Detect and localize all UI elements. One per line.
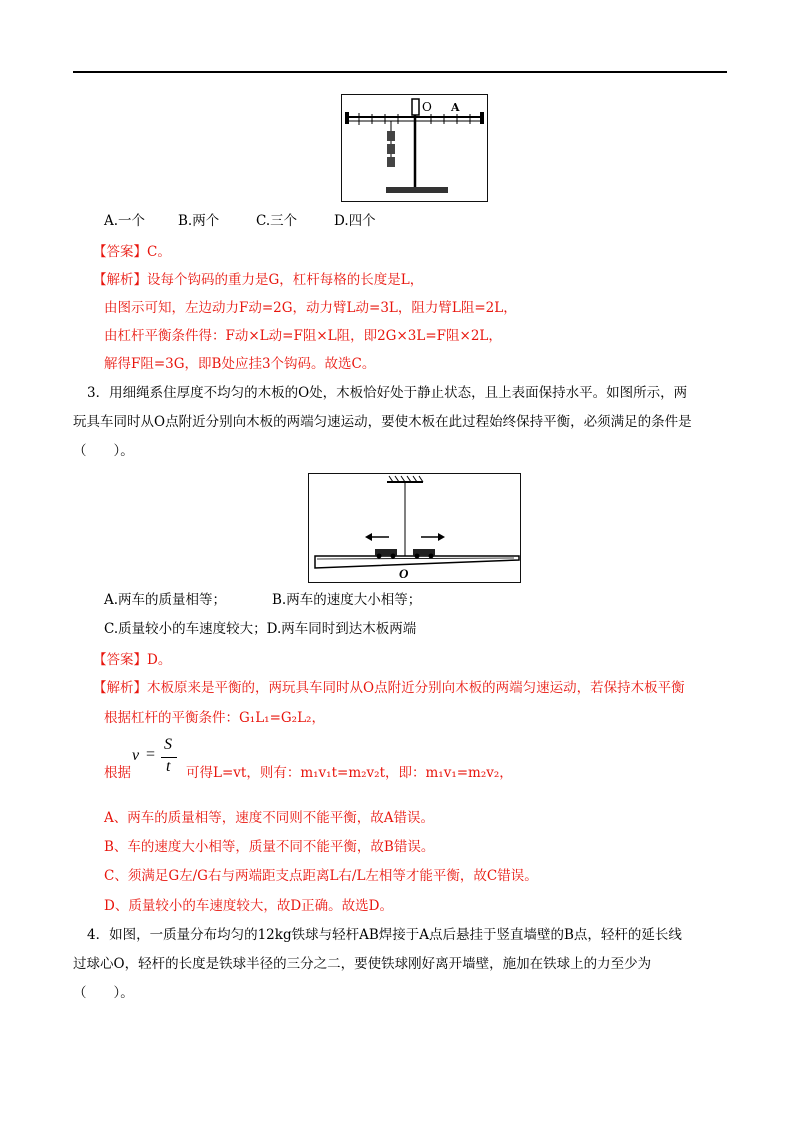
lever-diagram — [342, 95, 487, 201]
q2-options — [104, 211, 376, 231]
lever-figure — [341, 94, 488, 202]
board-figure — [308, 473, 521, 583]
option-c: C.三个 — [256, 213, 298, 229]
q3-conclusion-a: A、两车的质量相等，速度不同则不能平衡，故A错误。 — [104, 810, 434, 826]
q4-stem-3: （ ）。 — [73, 985, 134, 1001]
q3-options-2: C.质量较小的车速度较大；D.两车同时到达木板两端 — [104, 621, 417, 637]
q2-analysis-3: 由杠杆平衡条件得：F动×L动=F阻×L阻，即2G×3L=F阻×2L， — [104, 328, 502, 344]
q2-analysis-2: 由图示可知，左边动力F动=2G，动力臂L动=3L，阻力臂L阻=2L， — [104, 300, 517, 316]
q4-stem-1: 4．如图，一质量分布均匀的12kg铁球与轻杆AB焊接于A点后悬挂于竖直墙壁的B点，轻杆的延长线 — [87, 927, 682, 943]
q3-stem-2: 玩具车同时从O点附近分别向木板的两端匀速运动，要使木板在此过程始终保持平衡，必须满足的条件是 — [73, 414, 692, 430]
formula-den: t — [166, 758, 171, 775]
q2-answer: 【答案】C。 — [93, 244, 171, 260]
q3-options-1 — [104, 590, 421, 610]
option-b: B.两个 — [178, 213, 220, 229]
q3-conclusion-b: B、车的速度大小相等，质量不同不能平衡，故B错误。 — [104, 839, 435, 855]
option-b: B.两车的速度大小相等； — [272, 592, 422, 608]
option-d: D.四个 — [334, 213, 376, 229]
formula-num: S — [164, 736, 172, 753]
formula-v: v — [132, 747, 140, 764]
q3-conclusion-c: C、须满足G左/G右与两端距支点距离L右/L左相等才能平衡，故C错误。 — [104, 868, 538, 884]
q3-analysis-1: 【解析】木板原来是平衡的，两玩具车同时从O点附近分别向木板的两端匀速运动，若保持木板平衡 — [93, 680, 685, 696]
q3-conclusion-d: D、质量较小的车速度较大，故D正确。故选D。 — [104, 898, 393, 914]
genju-label: 根据 — [104, 765, 131, 781]
option-a: A.一个 — [104, 213, 146, 229]
q3-analysis-2: 根据杠杆的平衡条件：G₁L₁=G₂L₂， — [104, 710, 325, 726]
formula-eq: = — [146, 746, 156, 763]
q3-stem-1: 3．用细绳系住厚度不均匀的木板的O处，木板恰好处于静止状态，且上表面保持水平。如图所示，两 — [87, 385, 688, 401]
option-a: A.两车的质量相等； — [104, 592, 227, 608]
label-a: A — [451, 101, 460, 114]
q4-stem-2: 过球心O，轻杆的长度是铁球半径的三分之二，要使铁球刚好离开墙壁，施加在铁球上的力至少为 — [73, 956, 652, 972]
header-rule — [73, 71, 727, 73]
q2-analysis-4: 解得F阻=3G，即B处应挂3个钩码。故选C。 — [104, 356, 376, 372]
q2-analysis-1: 【解析】设每个钩码的重力是G，杠杆每格的长度是L， — [93, 272, 424, 288]
q3-stem-3: （ ）。 — [73, 443, 134, 459]
label-o: O — [422, 100, 432, 114]
formula-tail: 可得L=vt，则有：m₁v₁t=m₂v₂t，即：m₁v₁=m₂v₂， — [186, 765, 513, 781]
q3-answer: 【答案】D。 — [93, 652, 172, 668]
board-diagram — [309, 474, 520, 582]
label-o: O — [399, 566, 409, 581]
